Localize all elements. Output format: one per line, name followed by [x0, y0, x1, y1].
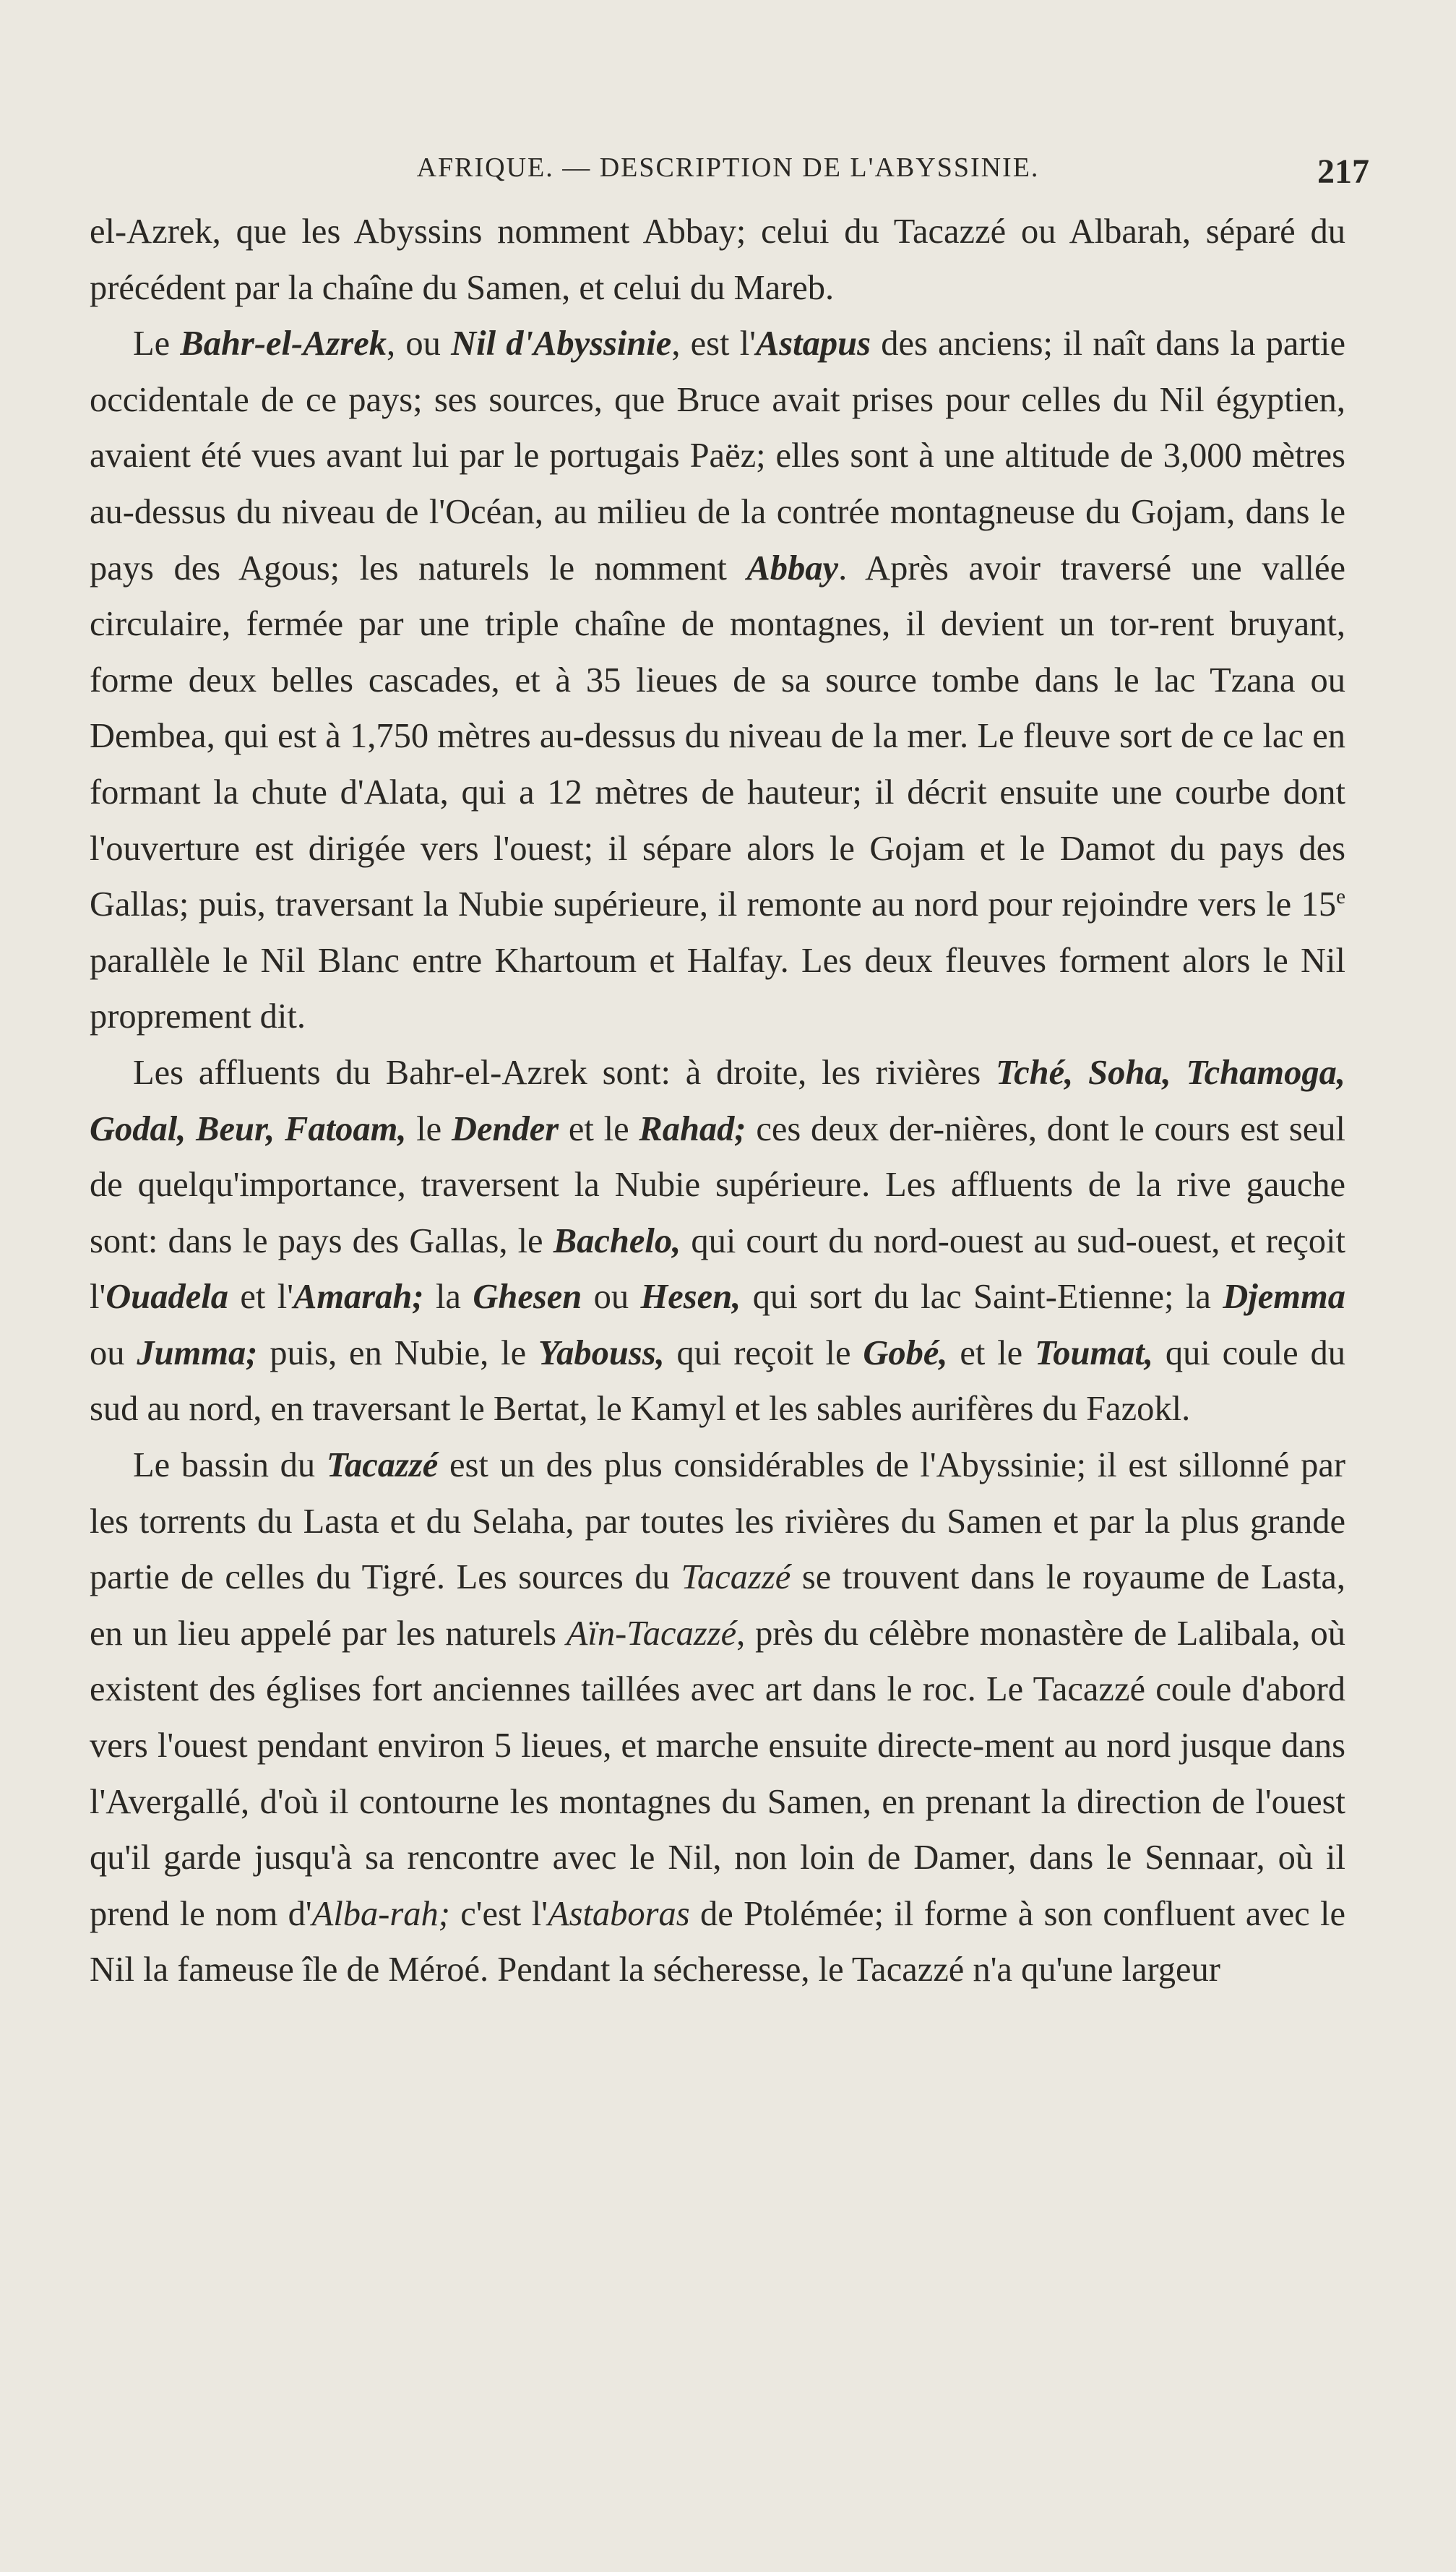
text-run: se trouvent dans le royaume de Lasta, en un lieu appelé par les naturels [90, 1558, 1345, 1653]
emphasized-term: Toumat, [1035, 1333, 1154, 1372]
emphasized-term: Aïn-Tacazzé [566, 1614, 737, 1653]
paragraph [90, 1437, 1345, 1998]
text-run: Le bassin du [133, 1446, 327, 1485]
paragraph [90, 1045, 1345, 1437]
emphasized-term: Astaboras [547, 1894, 690, 1933]
text-run: , près du célèbre monastère de Lalibala, où existent des églises fort anciennes taillées avec art dans le roc. Le Tacazzé coule d'abord vers l'ouest pendant environ 5 lieues, et marche ensuite directe-ment au nord jusque dans l'Avergallé, d'où il contourne les montagnes du Samen, en prenant la direction de l'ouest qu'il garde jusqu'à sa rencontre avec le Nil, non loin de Damer, dans le Sennaar, où il prend le nom d' [90, 1614, 1345, 1933]
text-run: ou [582, 1278, 641, 1317]
text-run: el-Azrek, que les Abyssins nomment Abbay; celui du Tacazzé ou Albarah, séparé du précédent par la chaîne du Samen, et celui du Mareb. [90, 212, 1345, 307]
emphasized-term: Gobé, [863, 1333, 948, 1372]
text-run: qui reçoit le [664, 1333, 863, 1372]
text-run: . Après avoir traversé une vallée circulaire, fermée par une triple chaîne de montagnes, il devient un tor-rent bruyant, forme deux belles cascades, et à 35 lieues de sa source tombe dans le lac Tzana ou Dembea, qui est à 1,750 mètres au-dessus du niveau de la mer. Le fleuve sort de ce lac en formant la chute d'Alata, qui a 12 mètres de hauteur; il décrit ensuite une courbe dont l'ouverture est dirigée vers l'ouest; il sépare alors le Gojam et le Damot du pays des Gallas; puis, traversant la Nubie supérieure, il remonte au nord pour rejoindre vers le 15 [90, 549, 1345, 924]
emphasized-term: Alba-rah; [311, 1894, 450, 1933]
paragraph [90, 204, 1345, 316]
running-head [87, 152, 1369, 195]
emphasized-term: Bachelo, [553, 1221, 681, 1260]
text-run: Le [133, 324, 181, 364]
emphasized-term: Dender [451, 1109, 559, 1148]
page-number: 217 [1317, 152, 1369, 191]
emphasized-term: Jumma; [137, 1333, 258, 1372]
text-run: et l' [228, 1278, 293, 1317]
text-run: , ou [387, 324, 452, 364]
paragraph [90, 316, 1345, 1045]
emphasized-term: Abbay [746, 549, 839, 588]
text-run: parallèle le Nil Blanc entre Khartoum et Halfay. Les deux fleuves forment alors le Nil proprement dit. [90, 941, 1345, 1036]
emphasized-term: Bahr-el-Azrek [180, 324, 387, 364]
text-run: qui coule du sud au nord, en traversant le Bertat, le Kamyl et les sables aurifères du Fazokl. [90, 1333, 1345, 1429]
emphasized-term: Tacazzé [681, 1558, 791, 1597]
text-run: ces deux der-nières, dont le cours est seul de quelqu'importance, traversent la Nubie supérieure. Les affluents de la rive gauche sont: dans le pays des Gallas, le [90, 1109, 1345, 1260]
text-run: le [406, 1109, 452, 1148]
text-run: et le [947, 1333, 1035, 1372]
emphasized-term: Amarah; [293, 1278, 424, 1317]
text-run: des anciens; il naît dans la partie occidentale de ce pays; ses sources, que Bruce avait prises pour celles du Nil égyptien, avaient été vues avant lui par le portugais Paëz; elles sont à une altitude de 3,000 mètres au-dessus du niveau de l'Océan, au milieu de la contrée montagneuse du Gojam, dans le pays des Agous; les naturels le nomment [90, 324, 1346, 588]
text-run: , est l' [671, 324, 756, 364]
emphasized-term: Rahad; [639, 1109, 746, 1148]
text-run: c'est l' [449, 1894, 548, 1933]
emphasized-term: Tacazzé [326, 1446, 439, 1485]
emphasized-term: Nil d'Abyssinie [451, 324, 672, 364]
text-run: puis, en Nubie, le [257, 1333, 538, 1372]
emphasized-term: Astapus [755, 324, 871, 364]
text-run: de Ptolémée; il forme à son confluent avec le Nil la fameuse île de Méroé. Pendant la sécheresse, le Tacazzé n'a qu'une largeur [90, 1894, 1345, 1990]
emphasized-term: Ghesen [473, 1278, 582, 1317]
body-text [90, 204, 1345, 1998]
emphasized-term: Ouadela [105, 1278, 228, 1317]
text-run: et le [559, 1109, 639, 1148]
text-run: qui sort du lac Saint-Etienne; la [741, 1278, 1223, 1317]
text-run: ou [90, 1333, 137, 1372]
emphasized-term: Djemma [1223, 1278, 1345, 1317]
emphasized-term: Yabouss, [538, 1333, 665, 1372]
running-title: AFRIQUE. — DESCRIPTION DE L'ABYSSINIE. [416, 152, 1040, 183]
emphasized-term: Hesen, [640, 1278, 741, 1317]
emphasized-term: Tché, Soha, Tchamoga, Godal, Beur, Fatoam, [90, 1053, 1345, 1148]
text-run: est un des plus considérables de l'Abyssinie; il est sillonné par les torrents du Lasta et du Selaha, par toutes les rivières du Samen et par la plus grande partie de celles du Tigré. Les sources du [90, 1446, 1345, 1597]
text-run: la [423, 1278, 473, 1317]
text-run: Les affluents du Bahr-el-Azrek sont: à droite, les rivières [133, 1053, 996, 1092]
text-run: qui court du nord-ouest au sud-ouest, et reçoit l' [90, 1221, 1345, 1317]
emphasized-term: e [1336, 885, 1345, 908]
